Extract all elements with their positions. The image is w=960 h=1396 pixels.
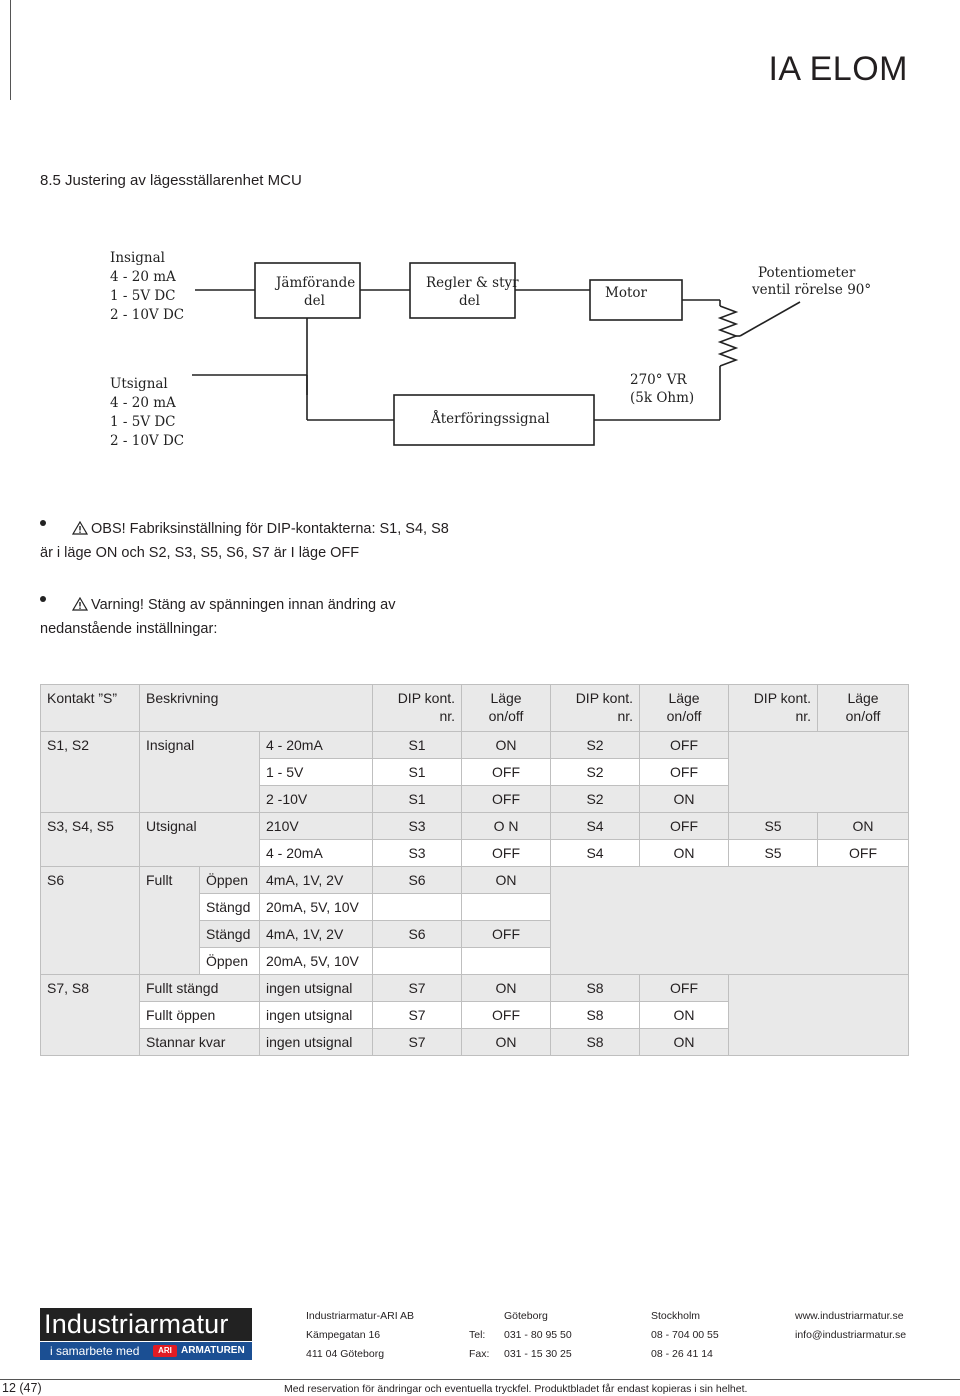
disclaimer: Med reservation för ändringar och eventuella tryckfel. Produktbladet får endast kopieras i sin helhet.	[284, 1383, 748, 1395]
cell-dip-2: S2	[551, 732, 640, 759]
cell-dip-2: S4	[551, 840, 640, 867]
footer-sthlm: Stockholm	[651, 1310, 701, 1322]
cell-signal: ingen utsignal	[260, 1002, 373, 1029]
potentiometer-label: ventil rörelse 90°	[752, 282, 872, 298]
cell-dip-1: S1	[373, 759, 462, 786]
warning-line-2: nedanstående inställningar:	[40, 621, 218, 637]
footer-fax-label: Fax:	[469, 1348, 490, 1360]
header-dip-1: DIP kont. nr.	[373, 685, 462, 732]
footer-street: Kämpegatan 16	[306, 1329, 381, 1341]
cell-lage-1	[462, 894, 551, 921]
block-diagram	[100, 240, 880, 460]
cell-lage-3: OFF	[818, 840, 909, 867]
page-number: 12 (47)	[2, 1381, 42, 1395]
cell-sub: Öppen	[200, 867, 260, 894]
header-lage-3: Läge on/off	[818, 685, 909, 732]
cell-beskrivning: Fullt stängd	[140, 975, 260, 1002]
table-row	[41, 975, 909, 1002]
cell-kontakt: S3, S4, S5	[41, 813, 140, 867]
cell-dip-1: S7	[373, 1002, 462, 1029]
cell-dip-1	[373, 948, 462, 975]
cell-empty	[729, 975, 909, 1056]
insignal-line: 4 - 20 mA	[110, 269, 176, 285]
cell-sub: Öppen	[200, 948, 260, 975]
obs-note	[40, 518, 449, 564]
vr-label: (5k Ohm)	[630, 390, 695, 406]
control-box-label: del	[459, 293, 480, 309]
table-row	[41, 813, 909, 840]
utsignal-line: Utsignal	[110, 376, 168, 392]
header-lage-2: Läge on/off	[640, 685, 729, 732]
header-dip-2: DIP kont. nr.	[551, 685, 640, 732]
cell-lage-2: ON	[640, 786, 729, 813]
cell-lage-2: OFF	[640, 975, 729, 1002]
cell-lage-1: O N	[462, 813, 551, 840]
cell-lage-1	[462, 948, 551, 975]
potentiometer-label: Potentiometer	[758, 265, 856, 281]
footer-sthlm-fax: 08 - 26 41 14	[651, 1348, 713, 1360]
cell-dip-1: S6	[373, 921, 462, 948]
cell-dip-1: S6	[373, 867, 462, 894]
footer-email-link[interactable]: info@industriarmatur.se	[795, 1329, 907, 1341]
cell-sub: Stängd	[200, 921, 260, 948]
cell-lage-1: ON	[462, 975, 551, 1002]
insignal-line: 2 - 10V DC	[110, 307, 185, 323]
obs-line-2: är i läge ON och S2, S3, S5, S6, S7 är I läge OFF	[40, 545, 360, 561]
table-row	[41, 732, 909, 759]
warning-triangle-icon	[72, 520, 88, 542]
header-lage-1: Läge on/off	[462, 685, 551, 732]
vr-label: 270° VR	[630, 372, 687, 388]
insignal-line: Insignal	[110, 250, 165, 266]
brand-title: IA ELOM	[768, 50, 908, 88]
footer-company: Industriarmatur-ARI AB	[306, 1310, 414, 1322]
cell-signal: ingen utsignal	[260, 975, 373, 1002]
footer-divider	[0, 1379, 960, 1380]
footer-gbg-fax: 031 - 15 30 25	[504, 1348, 572, 1360]
table-header-row	[41, 685, 909, 732]
cell-dip-1: S7	[373, 1029, 462, 1056]
cell-dip-2: S2	[551, 759, 640, 786]
cell-beskrivning: Stannar kvar	[140, 1029, 260, 1056]
header-beskrivning: Beskrivning	[140, 685, 373, 732]
cell-beskrivning: Insignal	[140, 732, 260, 813]
cell-beskrivning: Utsignal	[140, 813, 260, 867]
footer-postal: 411 04 Göteborg	[306, 1348, 385, 1360]
footer-gbg: Göteborg	[504, 1310, 548, 1322]
logo-armaturen-text: ARMATUREN	[181, 1345, 245, 1356]
cell-empty	[551, 867, 909, 975]
cell-lage-1: OFF	[462, 921, 551, 948]
feedback-box-label: Återföringssignal	[431, 411, 550, 427]
warning-triangle-icon	[72, 596, 88, 618]
cell-lage-1: ON	[462, 867, 551, 894]
cell-empty	[729, 732, 909, 813]
cell-lage-2: ON	[640, 1029, 729, 1056]
section-title: 8.5 Justering av lägesställarenhet MCU	[40, 172, 302, 189]
warning-line-1: Varning! Stäng av spänningen innan ändring av	[91, 597, 396, 613]
cell-kontakt: S1, S2	[41, 732, 140, 813]
utsignal-line: 2 - 10V DC	[110, 433, 185, 449]
cell-signal: 210V	[260, 813, 373, 840]
cell-lage-2: ON	[640, 840, 729, 867]
cell-lage-2: OFF	[640, 813, 729, 840]
cell-lage-1: OFF	[462, 786, 551, 813]
cell-lage-2: OFF	[640, 759, 729, 786]
footer-website-link[interactable]: www.industriarmatur.se	[795, 1310, 904, 1322]
compare-box-label: del	[304, 293, 325, 309]
compare-box-label: Jämförande	[276, 275, 356, 291]
cell-beskrivning: Fullt öppen	[140, 1002, 260, 1029]
cell-dip-2: S4	[551, 813, 640, 840]
cell-signal: 20mA, 5V, 10V	[260, 894, 373, 921]
cell-dip-2: S8	[551, 1029, 640, 1056]
cell-sub: Stängd	[200, 894, 260, 921]
insignal-line: 1 - 5V DC	[110, 288, 176, 304]
cell-dip-1: S1	[373, 732, 462, 759]
header-dip-3: DIP kont. nr.	[729, 685, 818, 732]
utsignal-line: 4 - 20 mA	[110, 395, 176, 411]
cell-dip-1: S1	[373, 786, 462, 813]
cell-dip-2: S8	[551, 1002, 640, 1029]
control-box-label: Regler & styr	[426, 275, 519, 291]
cell-lage-1: ON	[462, 732, 551, 759]
cell-kontakt: S6	[41, 867, 140, 975]
footer-sthlm-tel: 08 - 704 00 55	[651, 1329, 719, 1341]
cell-dip-2: S8	[551, 975, 640, 1002]
cell-dip-1: S7	[373, 975, 462, 1002]
bullet-icon	[40, 596, 46, 602]
cell-lage-1: OFF	[462, 1002, 551, 1029]
cell-signal: 4mA, 1V, 2V	[260, 921, 373, 948]
footer-gbg-tel: 031 - 80 95 50	[504, 1329, 572, 1341]
header-kontakt: Kontakt ”S”	[41, 685, 140, 732]
logo-sub-text: i samarbete med	[50, 1344, 140, 1358]
block-diagram-svg	[100, 240, 880, 460]
cell-dip-1: S3	[373, 840, 462, 867]
utsignal-line: 1 - 5V DC	[110, 414, 176, 430]
dip-switch-table	[40, 684, 909, 1056]
warning-note	[40, 594, 395, 640]
motor-box-label: Motor	[605, 285, 647, 301]
cell-signal: 4 - 20mA	[260, 840, 373, 867]
cell-signal: ingen utsignal	[260, 1029, 373, 1056]
logo-main-text: Industriarmatur	[40, 1308, 252, 1341]
cell-dip-1: S3	[373, 813, 462, 840]
obs-line-1: OBS! Fabriksinställning för DIP-kontakterna: S1, S4, S8	[91, 521, 449, 537]
logo-sub-bar	[40, 1342, 252, 1360]
bullet-icon	[40, 520, 46, 526]
cell-kontakt: S7, S8	[41, 975, 140, 1056]
page-edge-line	[10, 0, 11, 100]
cell-lage-1: OFF	[462, 759, 551, 786]
cell-signal: 2 -10V	[260, 786, 373, 813]
company-logo	[40, 1308, 252, 1360]
cell-lage-1: OFF	[462, 840, 551, 867]
cell-dip-3: S5	[729, 813, 818, 840]
cell-dip-1	[373, 894, 462, 921]
cell-lage-1: ON	[462, 1029, 551, 1056]
ari-logo-icon: ARI	[153, 1345, 177, 1357]
cell-beskrivning: Fullt	[140, 867, 200, 975]
cell-dip-3: S5	[729, 840, 818, 867]
cell-lage-2: ON	[640, 1002, 729, 1029]
cell-signal: 4mA, 1V, 2V	[260, 867, 373, 894]
table-row	[41, 867, 909, 894]
cell-dip-2: S2	[551, 786, 640, 813]
footer-tel-label: Tel:	[469, 1329, 486, 1341]
cell-lage-2: OFF	[640, 732, 729, 759]
cell-signal: 20mA, 5V, 10V	[260, 948, 373, 975]
cell-signal: 4 - 20mA	[260, 732, 373, 759]
cell-lage-3: ON	[818, 813, 909, 840]
cell-signal: 1 - 5V	[260, 759, 373, 786]
